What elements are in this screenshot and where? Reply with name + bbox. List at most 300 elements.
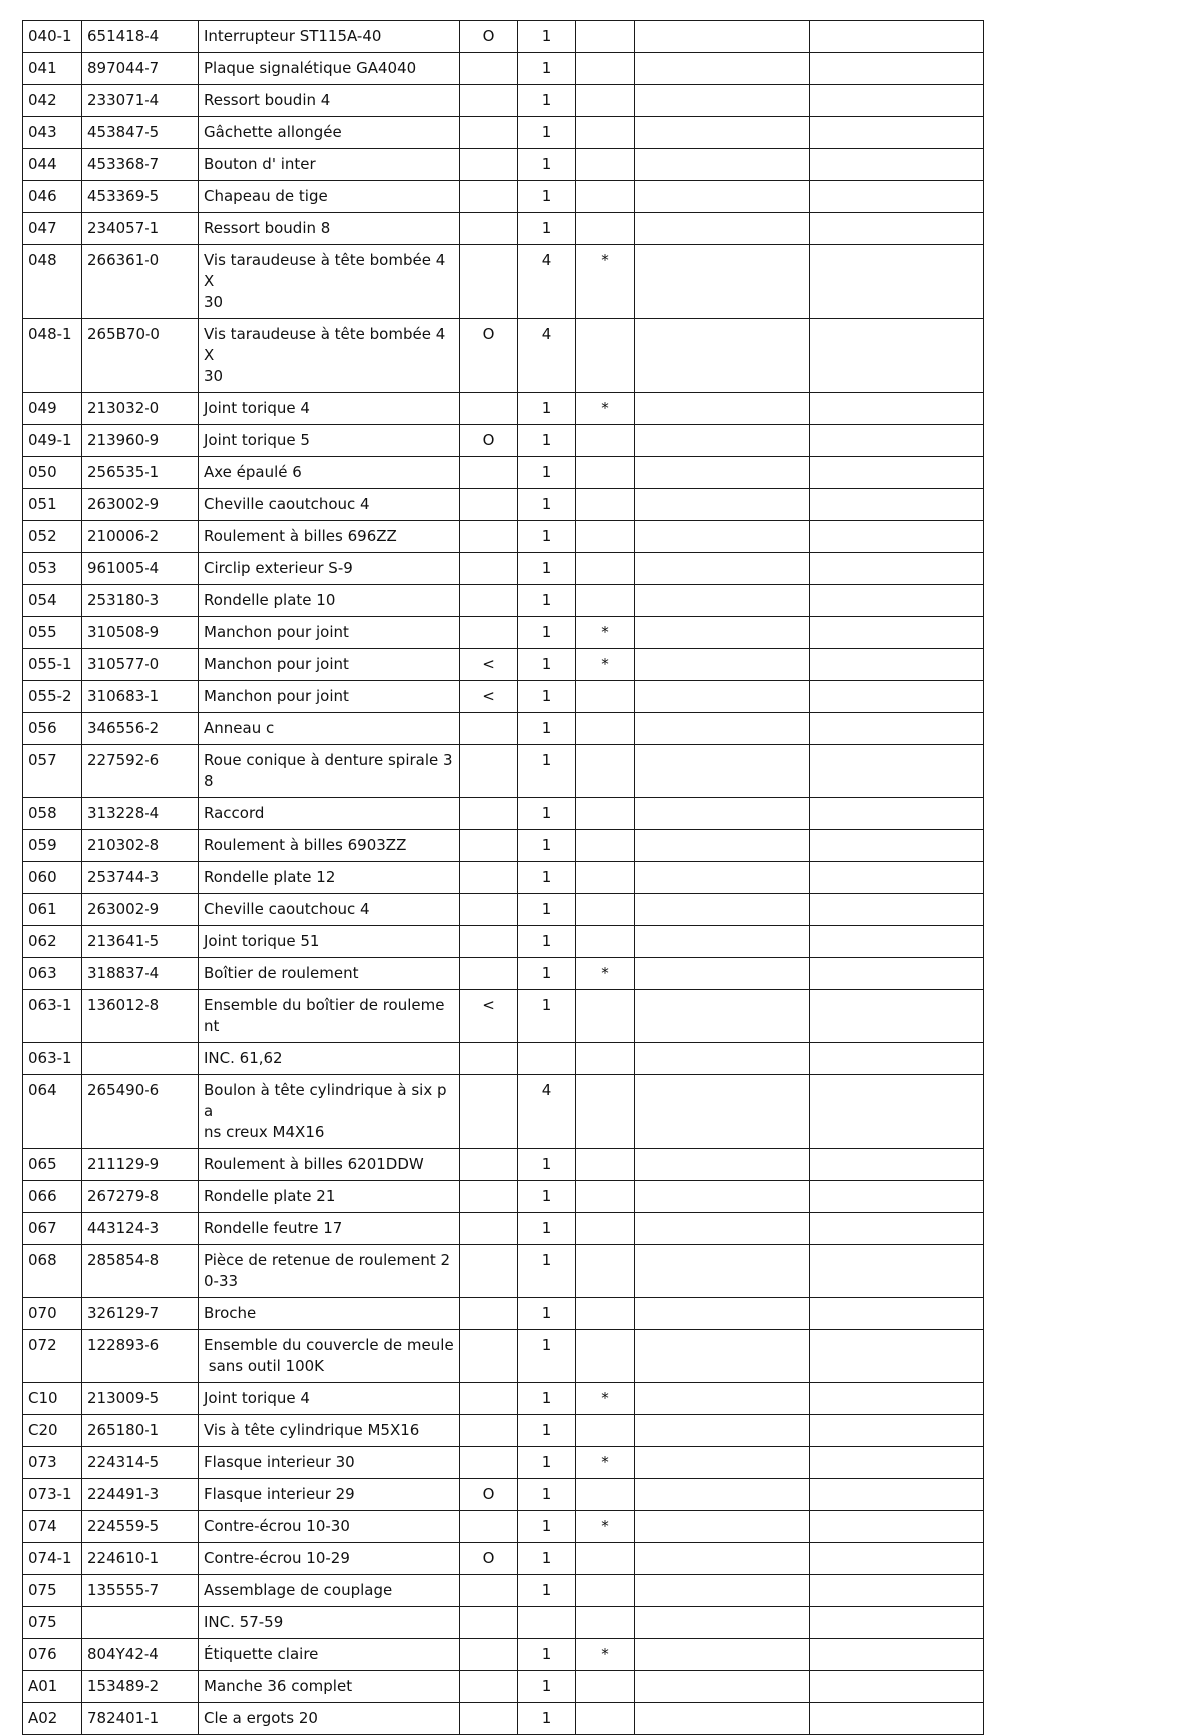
item-number-cell: 060 [23, 862, 82, 894]
description-text: Cheville caoutchouc 4 [204, 900, 370, 918]
empty-cell [810, 1245, 984, 1298]
quantity-cell [518, 1043, 576, 1075]
empty-cell [810, 181, 984, 213]
description-text: Rondelle plate 10 [204, 591, 336, 609]
description-text: Contre-écrou 10-30 [204, 1517, 350, 1535]
item-number-cell: 041 [23, 53, 82, 85]
note-mark-cell [576, 1075, 635, 1149]
quantity-cell: 1 [518, 457, 576, 489]
change-flag-cell [460, 617, 518, 649]
table-row [23, 53, 984, 85]
item-number-cell: 055 [23, 617, 82, 649]
empty-cell [810, 1639, 984, 1671]
item-number-cell: 054 [23, 585, 82, 617]
empty-cell [635, 1181, 810, 1213]
change-flag-cell [460, 1245, 518, 1298]
part-number-cell: 224610-1 [82, 1543, 199, 1575]
empty-cell [635, 521, 810, 553]
empty-cell [635, 745, 810, 798]
part-number-cell: 136012-8 [82, 990, 199, 1043]
part-number-cell: 453368-7 [82, 149, 199, 181]
description-cell [199, 521, 460, 553]
quantity-cell: 1 [518, 862, 576, 894]
table-row [23, 21, 984, 53]
quantity-cell: 1 [518, 681, 576, 713]
empty-cell [635, 585, 810, 617]
table-row [23, 926, 984, 958]
note-mark-cell [576, 713, 635, 745]
description-cell [199, 1639, 460, 1671]
description-text: Cheville caoutchouc 4 [204, 495, 370, 513]
part-number-cell: 961005-4 [82, 553, 199, 585]
item-number-cell: 072 [23, 1330, 82, 1383]
description-text: Roulement à billes 696ZZ [204, 527, 397, 545]
description-cell [199, 1671, 460, 1703]
change-flag-cell [460, 862, 518, 894]
quantity-cell: 1 [518, 798, 576, 830]
part-number-cell: 318837-4 [82, 958, 199, 990]
part-number-cell: 266361-0 [82, 245, 199, 319]
empty-cell [810, 425, 984, 457]
quantity-cell: 1 [518, 1245, 576, 1298]
description-text: Cle a ergots 20 [204, 1709, 318, 1727]
empty-cell [635, 798, 810, 830]
table-row [23, 894, 984, 926]
quantity-cell: 1 [518, 830, 576, 862]
item-number-cell: 073-1 [23, 1479, 82, 1511]
empty-cell [810, 53, 984, 85]
quantity-cell: 1 [518, 1213, 576, 1245]
change-flag-cell [460, 181, 518, 213]
part-number-cell: 346556-2 [82, 713, 199, 745]
empty-cell [635, 926, 810, 958]
part-number-cell [82, 1607, 199, 1639]
description-text: Raccord [204, 804, 265, 822]
quantity-cell: 1 [518, 1181, 576, 1213]
empty-cell [810, 585, 984, 617]
description-text: Boulon à tête cylindrique à six pa ns creux M4X16 [204, 1081, 447, 1141]
change-flag-cell: O [460, 1543, 518, 1575]
part-number-cell: 211129-9 [82, 1149, 199, 1181]
quantity-cell: 1 [518, 713, 576, 745]
change-flag-cell [460, 713, 518, 745]
empty-cell [810, 149, 984, 181]
change-flag-cell [460, 1703, 518, 1735]
change-flag-cell: O [460, 425, 518, 457]
quantity-cell: 1 [518, 1671, 576, 1703]
note-mark-cell [576, 489, 635, 521]
part-number-cell: 310683-1 [82, 681, 199, 713]
empty-cell [810, 319, 984, 393]
note-mark-cell [576, 745, 635, 798]
change-flag-cell [460, 1383, 518, 1415]
table-row [23, 425, 984, 457]
note-mark-cell [576, 1213, 635, 1245]
description-cell [199, 830, 460, 862]
quantity-cell: 1 [518, 393, 576, 425]
empty-cell [635, 990, 810, 1043]
description-text: Contre-écrou 10-29 [204, 1549, 350, 1567]
item-number-cell: 075 [23, 1607, 82, 1639]
quantity-cell: 1 [518, 425, 576, 457]
part-number-cell: 263002-9 [82, 489, 199, 521]
description-text: Rondelle plate 21 [204, 1187, 336, 1205]
note-mark-cell [576, 149, 635, 181]
item-number-cell: 067 [23, 1213, 82, 1245]
description-cell [199, 1479, 460, 1511]
part-number-cell: 804Y42-4 [82, 1639, 199, 1671]
item-number-cell: 068 [23, 1245, 82, 1298]
table-row [23, 1149, 984, 1181]
table-row [23, 585, 984, 617]
description-cell [199, 958, 460, 990]
empty-cell [635, 649, 810, 681]
change-flag-cell [460, 894, 518, 926]
note-mark-cell [576, 521, 635, 553]
description-text: Manchon pour joint [204, 655, 349, 673]
change-flag-cell [460, 1671, 518, 1703]
change-flag-cell [460, 1511, 518, 1543]
item-number-cell: C10 [23, 1383, 82, 1415]
description-text: Manchon pour joint [204, 687, 349, 705]
description-cell [199, 553, 460, 585]
quantity-cell: 1 [518, 585, 576, 617]
table-row [23, 830, 984, 862]
description-text: Gâchette allongée [204, 123, 342, 141]
empty-cell [810, 1075, 984, 1149]
empty-cell [635, 830, 810, 862]
quantity-cell: 1 [518, 117, 576, 149]
empty-cell [810, 457, 984, 489]
description-text: Manchon pour joint [204, 623, 349, 641]
change-flag-cell [460, 1575, 518, 1607]
item-number-cell: 052 [23, 521, 82, 553]
part-number-cell: 256535-1 [82, 457, 199, 489]
quantity-cell: 1 [518, 1149, 576, 1181]
change-flag-cell: O [460, 21, 518, 53]
description-cell [199, 425, 460, 457]
item-number-cell: A02 [23, 1703, 82, 1735]
description-cell [199, 1213, 460, 1245]
table-row [23, 245, 984, 319]
note-mark-cell [576, 1575, 635, 1607]
change-flag-cell [460, 1043, 518, 1075]
description-text: Roulement à billes 6201DDW [204, 1155, 424, 1173]
note-mark-cell [576, 85, 635, 117]
empty-cell [810, 830, 984, 862]
description-text: Joint torique 4 [204, 399, 310, 417]
note-mark-cell [576, 21, 635, 53]
description-cell [199, 1703, 460, 1735]
part-number-cell: 213032-0 [82, 393, 199, 425]
note-mark-cell [576, 990, 635, 1043]
empty-cell [810, 1330, 984, 1383]
empty-cell [810, 1543, 984, 1575]
part-number-cell: 453847-5 [82, 117, 199, 149]
part-number-cell: 326129-7 [82, 1298, 199, 1330]
item-number-cell: 049 [23, 393, 82, 425]
change-flag-cell [460, 1298, 518, 1330]
description-text: Circlip exterieur S-9 [204, 559, 353, 577]
quantity-cell: 1 [518, 1575, 576, 1607]
quantity-cell: 1 [518, 617, 576, 649]
item-number-cell: 061 [23, 894, 82, 926]
empty-cell [810, 958, 984, 990]
table-row [23, 393, 984, 425]
quantity-cell: 1 [518, 1511, 576, 1543]
quantity-cell: 1 [518, 926, 576, 958]
empty-cell [810, 713, 984, 745]
note-mark-cell: * [576, 958, 635, 990]
change-flag-cell [460, 245, 518, 319]
empty-cell [635, 1075, 810, 1149]
table-row [23, 681, 984, 713]
description-text: Ensemble du boîtier de rouleme nt [204, 996, 445, 1035]
quantity-cell: 1 [518, 958, 576, 990]
description-text: Flasque interieur 29 [204, 1485, 355, 1503]
description-text: Roue conique à denture spirale 3 8 [204, 751, 453, 790]
item-number-cell: 064 [23, 1075, 82, 1149]
description-cell [199, 713, 460, 745]
note-mark-cell: * [576, 617, 635, 649]
item-number-cell: 063 [23, 958, 82, 990]
empty-cell [635, 862, 810, 894]
change-flag-cell [460, 745, 518, 798]
note-mark-cell: * [576, 649, 635, 681]
description-cell [199, 149, 460, 181]
part-number-cell: 227592-6 [82, 745, 199, 798]
change-flag-cell [460, 213, 518, 245]
table-row [23, 1043, 984, 1075]
description-text: Joint torique 51 [204, 932, 320, 950]
change-flag-cell [460, 798, 518, 830]
table-row [23, 990, 984, 1043]
description-cell [199, 1181, 460, 1213]
description-cell [199, 181, 460, 213]
empty-cell [810, 213, 984, 245]
part-number-cell: 897044-7 [82, 53, 199, 85]
description-text: Rondelle plate 12 [204, 868, 336, 886]
empty-cell [810, 681, 984, 713]
item-number-cell: 048 [23, 245, 82, 319]
table-row [23, 1213, 984, 1245]
table-row [23, 117, 984, 149]
item-number-cell: 059 [23, 830, 82, 862]
table-row [23, 745, 984, 798]
table-row [23, 213, 984, 245]
note-mark-cell [576, 53, 635, 85]
note-mark-cell [576, 1043, 635, 1075]
note-mark-cell [576, 1245, 635, 1298]
empty-cell [810, 745, 984, 798]
table-row [23, 1703, 984, 1735]
table-row [23, 1383, 984, 1415]
quantity-cell: 1 [518, 990, 576, 1043]
table-row [23, 553, 984, 585]
note-mark-cell: * [576, 1511, 635, 1543]
description-cell [199, 926, 460, 958]
item-number-cell: 043 [23, 117, 82, 149]
change-flag-cell [460, 830, 518, 862]
quantity-cell: 1 [518, 894, 576, 926]
empty-cell [635, 1330, 810, 1383]
quantity-cell: 1 [518, 1330, 576, 1383]
empty-cell [810, 1511, 984, 1543]
empty-cell [635, 1671, 810, 1703]
parts-list-body [23, 21, 984, 1735]
empty-cell [635, 1043, 810, 1075]
item-number-cell: 040-1 [23, 21, 82, 53]
quantity-cell: 1 [518, 1639, 576, 1671]
change-flag-cell [460, 489, 518, 521]
part-number-cell: 213641-5 [82, 926, 199, 958]
description-cell [199, 85, 460, 117]
quantity-cell [518, 1607, 576, 1639]
empty-cell [810, 862, 984, 894]
item-number-cell: 055-1 [23, 649, 82, 681]
table-row [23, 457, 984, 489]
empty-cell [635, 958, 810, 990]
note-mark-cell [576, 1703, 635, 1735]
table-row [23, 1330, 984, 1383]
empty-cell [810, 553, 984, 585]
quantity-cell: 4 [518, 319, 576, 393]
empty-cell [635, 1149, 810, 1181]
description-cell [199, 1543, 460, 1575]
empty-cell [810, 1479, 984, 1511]
empty-cell [635, 681, 810, 713]
quantity-cell: 1 [518, 1298, 576, 1330]
empty-cell [635, 319, 810, 393]
item-number-cell: 044 [23, 149, 82, 181]
item-number-cell: 063-1 [23, 1043, 82, 1075]
part-number-cell: 313228-4 [82, 798, 199, 830]
part-number-cell: 265490-6 [82, 1075, 199, 1149]
quantity-cell: 1 [518, 181, 576, 213]
change-flag-cell [460, 1075, 518, 1149]
note-mark-cell [576, 1149, 635, 1181]
empty-cell [810, 1447, 984, 1479]
change-flag-cell [460, 149, 518, 181]
description-cell [199, 990, 460, 1043]
quantity-cell: 1 [518, 1447, 576, 1479]
empty-cell [635, 1383, 810, 1415]
description-text: Plaque signalétique GA4040 [204, 59, 417, 77]
empty-cell [635, 1511, 810, 1543]
description-text: Ensemble du couvercle de meule sans outil 100K [204, 1336, 454, 1375]
note-mark-cell [576, 213, 635, 245]
item-number-cell: 055-2 [23, 681, 82, 713]
change-flag-cell [460, 521, 518, 553]
note-mark-cell [576, 1671, 635, 1703]
change-flag-cell [460, 1181, 518, 1213]
description-text: Ressort boudin 8 [204, 219, 331, 237]
description-text: Vis à tête cylindrique M5X16 [204, 1421, 420, 1439]
item-number-cell: 066 [23, 1181, 82, 1213]
table-row [23, 862, 984, 894]
note-mark-cell: * [576, 245, 635, 319]
part-number-cell: 122893-6 [82, 1330, 199, 1383]
table-row [23, 1479, 984, 1511]
change-flag-cell [460, 926, 518, 958]
table-row [23, 1075, 984, 1149]
note-mark-cell [576, 1543, 635, 1575]
description-cell [199, 1149, 460, 1181]
empty-cell [635, 1703, 810, 1735]
change-flag-cell: < [460, 990, 518, 1043]
change-flag-cell: O [460, 319, 518, 393]
item-number-cell: 042 [23, 85, 82, 117]
quantity-cell: 1 [518, 745, 576, 798]
description-text: Pièce de retenue de roulement 2 0-33 [204, 1251, 451, 1290]
empty-cell [810, 393, 984, 425]
empty-cell [635, 1479, 810, 1511]
item-number-cell: 056 [23, 713, 82, 745]
part-number-cell [82, 1043, 199, 1075]
part-number-cell: 651418-4 [82, 21, 199, 53]
note-mark-cell [576, 862, 635, 894]
empty-cell [635, 1298, 810, 1330]
part-number-cell: 224491-3 [82, 1479, 199, 1511]
description-cell [199, 1415, 460, 1447]
quantity-cell: 1 [518, 213, 576, 245]
table-row [23, 1245, 984, 1298]
change-flag-cell [460, 553, 518, 585]
part-number-cell: 285854-8 [82, 1245, 199, 1298]
part-number-cell: 253180-3 [82, 585, 199, 617]
description-text: Joint torique 4 [204, 1389, 310, 1407]
empty-cell [810, 1671, 984, 1703]
note-mark-cell: * [576, 1383, 635, 1415]
empty-cell [810, 117, 984, 149]
part-number-cell: 210302-8 [82, 830, 199, 862]
empty-cell [810, 21, 984, 53]
table-row [23, 319, 984, 393]
item-number-cell: 048-1 [23, 319, 82, 393]
empty-cell [635, 1447, 810, 1479]
empty-cell [810, 1575, 984, 1607]
empty-cell [635, 149, 810, 181]
change-flag-cell [460, 585, 518, 617]
part-number-cell: 453369-5 [82, 181, 199, 213]
quantity-cell: 1 [518, 149, 576, 181]
description-text: Vis taraudeuse à tête bombée 4X 30 [204, 251, 446, 311]
quantity-cell: 1 [518, 85, 576, 117]
item-number-cell: 046 [23, 181, 82, 213]
table-row [23, 1639, 984, 1671]
change-flag-cell [460, 1213, 518, 1245]
part-number-cell: 213960-9 [82, 425, 199, 457]
item-number-cell: 051 [23, 489, 82, 521]
quantity-cell: 1 [518, 489, 576, 521]
change-flag-cell [460, 1639, 518, 1671]
table-row [23, 713, 984, 745]
note-mark-cell [576, 1181, 635, 1213]
empty-cell [810, 1383, 984, 1415]
part-number-cell: 233071-4 [82, 85, 199, 117]
item-number-cell: 050 [23, 457, 82, 489]
empty-cell [635, 1607, 810, 1639]
description-text: INC. 57-59 [204, 1613, 284, 1631]
table-row [23, 85, 984, 117]
change-flag-cell [460, 1607, 518, 1639]
item-number-cell: 076 [23, 1639, 82, 1671]
description-cell [199, 21, 460, 53]
parts-list-table [22, 20, 984, 1735]
description-cell [199, 245, 460, 319]
description-cell [199, 213, 460, 245]
empty-cell [635, 489, 810, 521]
